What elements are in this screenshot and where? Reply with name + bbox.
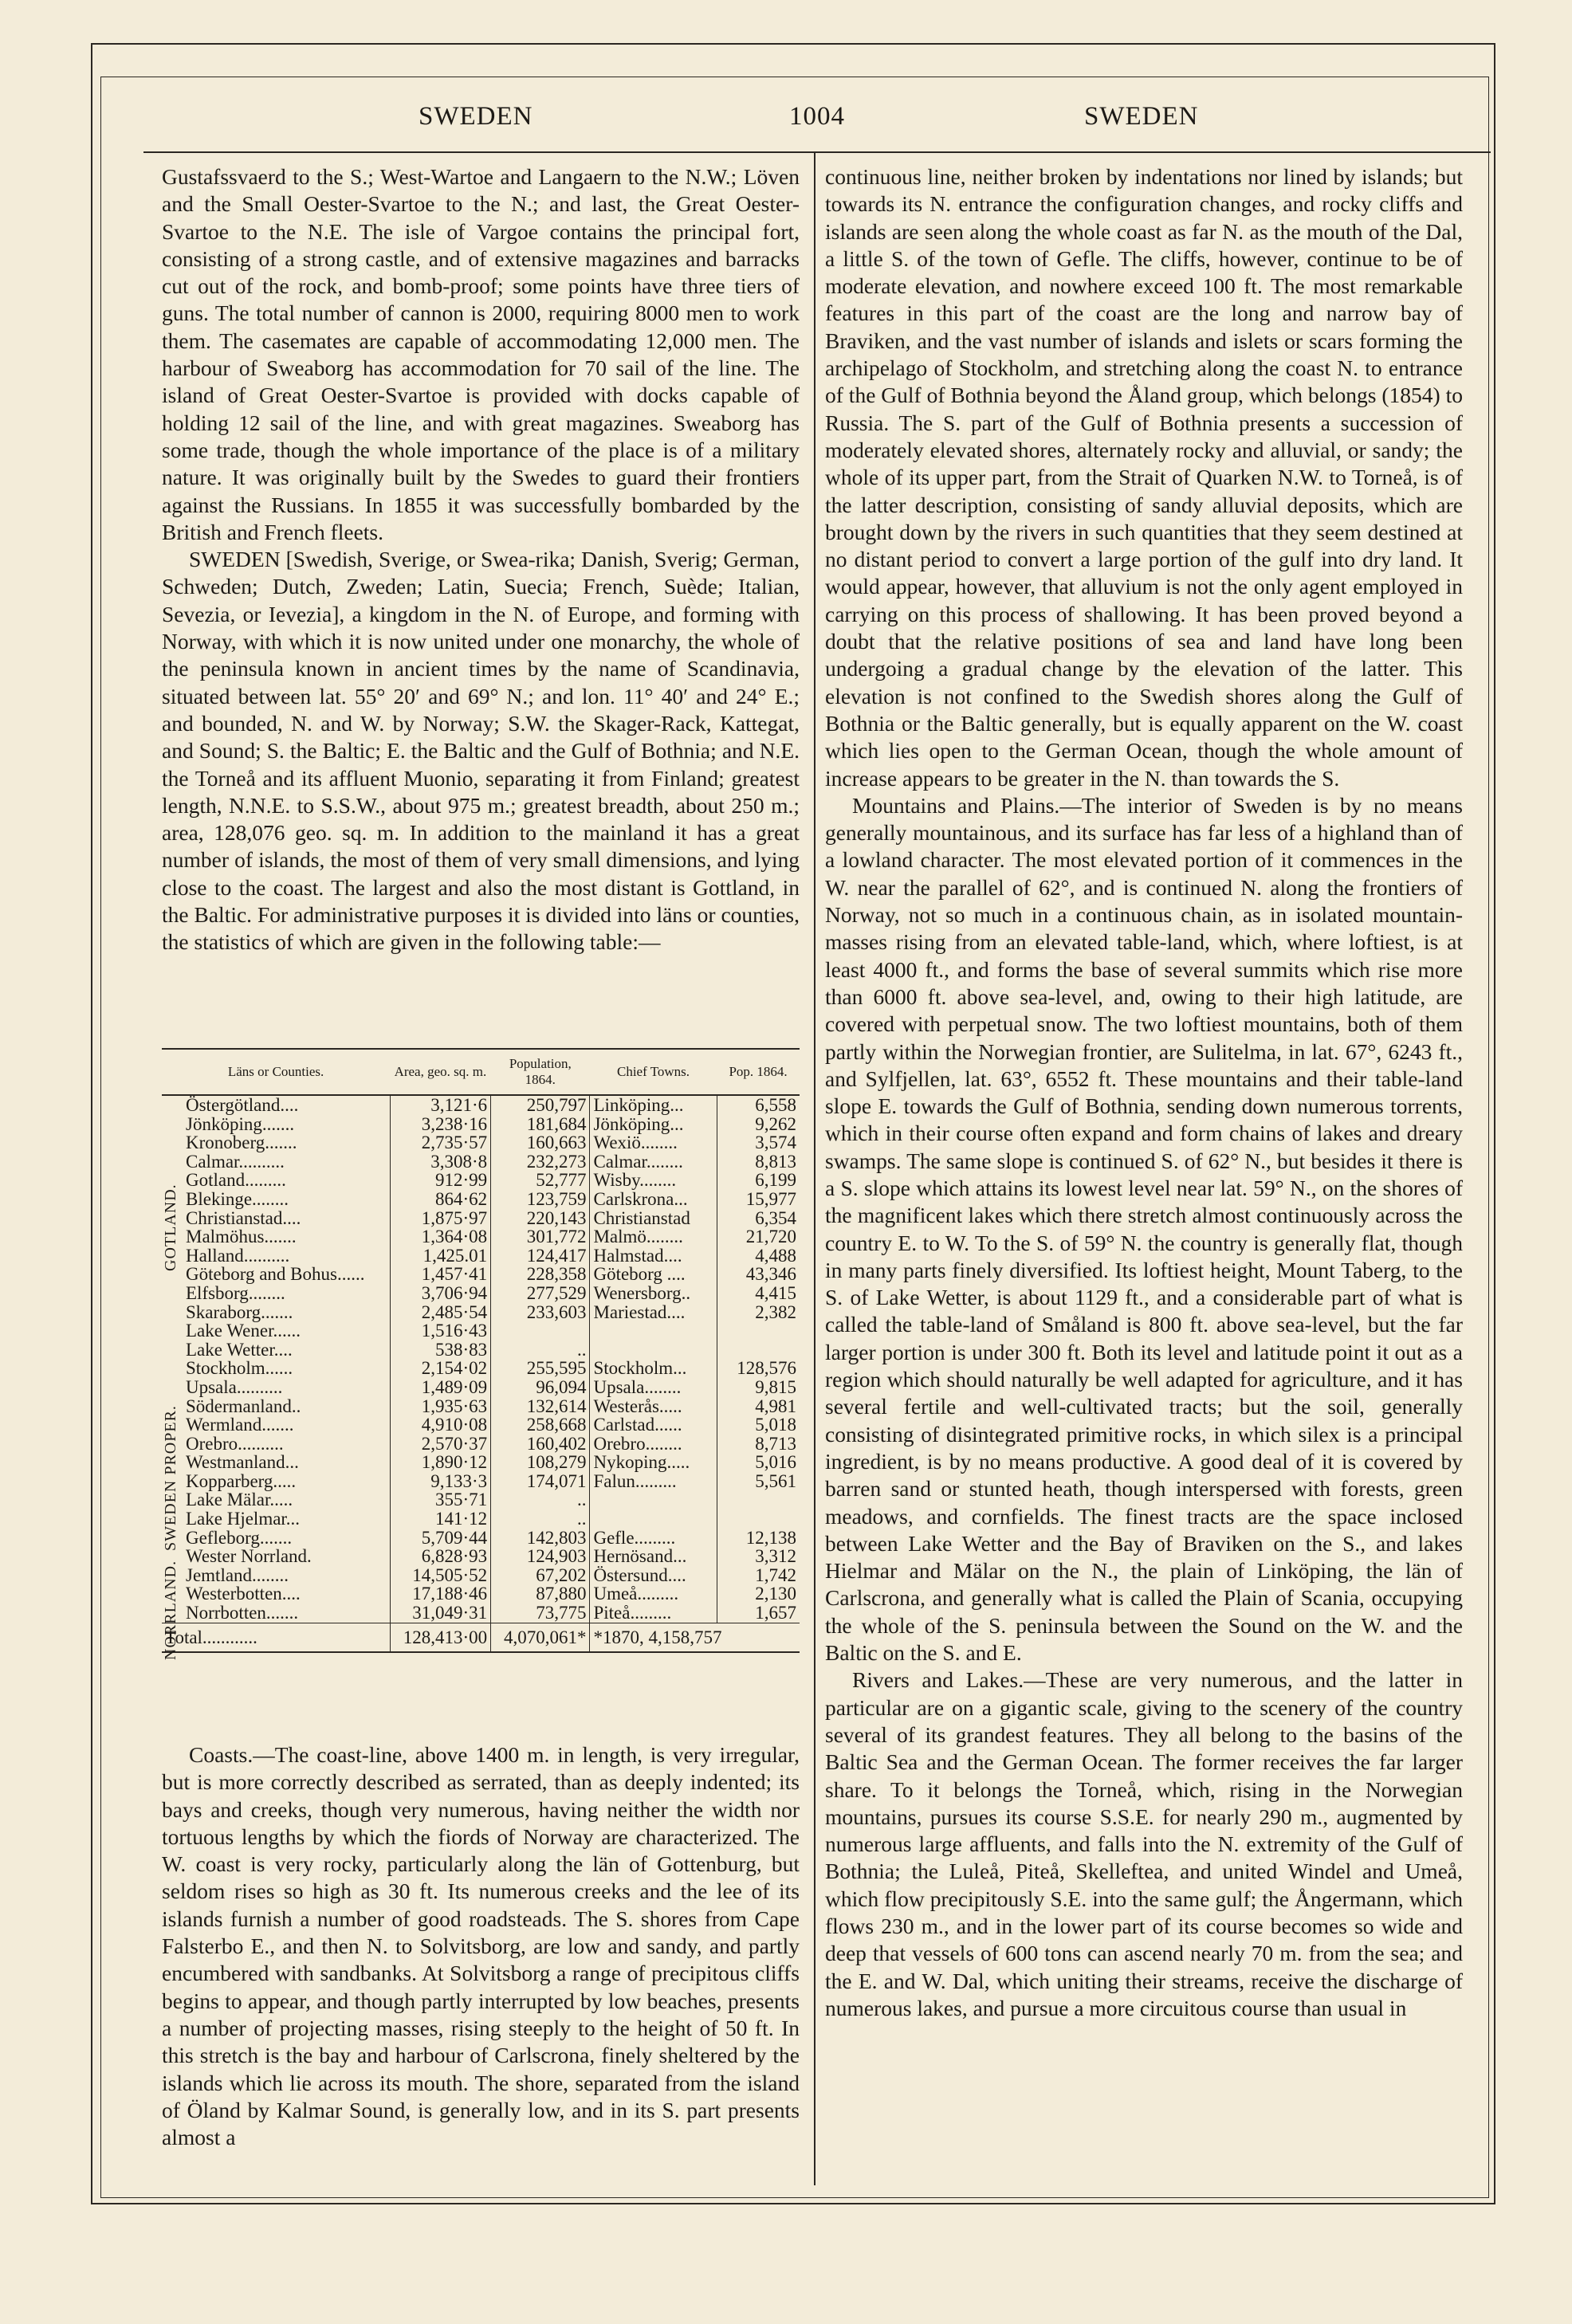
area-cell: 1,364·08 bbox=[390, 1227, 490, 1246]
header-county: Läns or Counties. bbox=[162, 1049, 390, 1095]
area-cell: 1,890·12 bbox=[390, 1453, 490, 1472]
header-population: Population, 1864. bbox=[491, 1049, 590, 1095]
town-cell: Piteå......... bbox=[590, 1604, 717, 1623]
county-cell: Gotland......... bbox=[186, 1170, 286, 1191]
population-cell: 228,358 bbox=[491, 1265, 590, 1284]
county-cell: Skaraborg....... bbox=[186, 1301, 293, 1322]
pop-cell bbox=[717, 1321, 800, 1341]
pop-cell: 128,576 bbox=[717, 1359, 800, 1378]
counties-table bbox=[162, 1048, 800, 1660]
pop-cell: 6,558 bbox=[717, 1095, 800, 1115]
population-cell: .. bbox=[491, 1509, 590, 1529]
area-cell: 3,308·8 bbox=[390, 1152, 490, 1172]
town-cell: Nykoping..... bbox=[590, 1453, 717, 1472]
table-row bbox=[162, 1115, 800, 1134]
area-cell: 4,910·08 bbox=[390, 1415, 490, 1435]
table-row bbox=[162, 1472, 800, 1491]
town-cell bbox=[590, 1509, 717, 1529]
town-cell: Stockholm... bbox=[590, 1359, 717, 1378]
table-row bbox=[162, 1490, 800, 1509]
paragraph-sweaborg: Gustafssvaerd to the S.; West-Wartoe and Langaern to the N.W.; Löven and the Small Oester-Svartoe to the N.; and last, the Great Oester-Svartoe to the N.E. The isle of Vargoe contains the principal fort, consisting of a strong castle, and of extensive magazines and barracks cut out of the rock, and bomb-proof; some points have three tiers of guns. The total number of cannon is 2000, requiring 8000 men to work them. The casemates are capable of accommodating 12,000 men. The harbour of Sweaborg has accommodation for 70 sail of the line. The island of Great Oester-Svartoe is provided with docks capable of holding 12 sail of the line, and with great magazines. Sweaborg has some trade, though the whole importance of the place is of a military nature. It was originally built by the Swedes to guard their frontiers against the Russians. In 1855 it was successfully bombarded by the British and French fleets. bbox=[162, 164, 800, 544]
county-cell: Södermanland.. bbox=[186, 1396, 301, 1416]
town-cell: Carlskrona... bbox=[590, 1190, 717, 1209]
town-cell: Wexiö........ bbox=[590, 1133, 717, 1152]
pop-cell: 12,138 bbox=[717, 1529, 800, 1548]
county-cell: Lake Wetter.... bbox=[186, 1339, 293, 1360]
town-cell: Halmstad.... bbox=[590, 1246, 717, 1266]
population-cell: 96,094 bbox=[491, 1378, 590, 1397]
county-cell: Wester Norrland. bbox=[186, 1546, 312, 1567]
town-cell: Wenersborg.. bbox=[590, 1284, 717, 1303]
header-left-title: SWEDEN bbox=[419, 102, 533, 131]
county-cell: Blekinge........ bbox=[186, 1188, 289, 1209]
area-cell: 6,828·93 bbox=[390, 1547, 490, 1566]
population-cell: 220,143 bbox=[491, 1209, 590, 1228]
population-cell: 124,903 bbox=[491, 1547, 590, 1566]
area-cell: 538·83 bbox=[390, 1341, 490, 1360]
header-pop: Pop. 1864. bbox=[717, 1049, 800, 1095]
area-cell: 1,516·43 bbox=[390, 1321, 490, 1341]
area-cell: 2,154·02 bbox=[390, 1359, 490, 1378]
population-cell: 250,797 bbox=[491, 1095, 590, 1115]
table-row bbox=[162, 1378, 800, 1397]
pop-cell bbox=[717, 1490, 800, 1509]
county-cell: Westerbotten.... bbox=[186, 1584, 301, 1604]
pop-cell: 6,199 bbox=[717, 1171, 800, 1190]
town-cell: Hernösand... bbox=[590, 1547, 717, 1566]
table-row bbox=[162, 1265, 800, 1284]
area-cell: 1,457·41 bbox=[390, 1265, 490, 1284]
pop-cell: 4,488 bbox=[717, 1246, 800, 1266]
town-cell bbox=[590, 1490, 717, 1509]
population-cell: 181,684 bbox=[491, 1115, 590, 1134]
county-cell: Lake Wener...... bbox=[186, 1321, 301, 1341]
pop-cell bbox=[717, 1341, 800, 1360]
right-column bbox=[825, 163, 1463, 2022]
group-label-gotland: GOTLAND. bbox=[162, 1184, 179, 1271]
area-cell: 141·12 bbox=[390, 1509, 490, 1529]
pop-cell: 3,574 bbox=[717, 1133, 800, 1152]
paragraph-sweden-intro: SWEDEN [Swedish, Sverige, or Swea-rika; Danish, Sverig; German, Schweden; Dutch, Zweden; Latin, Suecia; French, Suède; Italian, Sevezia, or Ievezia], a kingdom in the N. of Europe, and forming with Norway, with which it is now united under one monarchy, the whole of the peninsula known in ancient times by the name of Scandinavia, situated between lat. 55° 20′ and 69° N.; and lon. 11° 40′ and 24° E.; and bounded, N. and W. by Norway; S.W. the Skager-Rack, Kattegat, and Sound; S. the Baltic; E. the Baltic and the Gulf of Bothnia; and N.E. the Torneå and its affluent Muonio, separating it from Finland; greatest length, N.N.E. to S.S.W., about 975 m.; greatest breadth, about 250 m.; area, 128,076 geo. sq. m. In addition to the mainland it has a great number of islands, the most of them of very small dimensions, and lying close to the coast. The largest and also the most distant is Gottland, in the Baltic. For administrative purposes it is divided into läns or counties, the statistics of which are given in the following table:— bbox=[162, 547, 800, 955]
total-note: *1870, 4,158,757 bbox=[590, 1623, 800, 1652]
county-cell: Lake Mälar..... bbox=[186, 1490, 293, 1510]
header-towns: Chief Towns. bbox=[590, 1049, 717, 1095]
table-row bbox=[162, 1529, 800, 1548]
paragraph-coast-continued: continuous line, neither broken by indentations nor lined by islands; but towards its N. entrance the configuration changes, and rocky cliffs and islands are seen along the whole coast as far N. as the mouth of the Dal, a little S. of the town of Gefle. The cliffs, however, continue to be of moderate elevation, and nowhere exceed 100 ft. The most remarkable features in this part of the coast are the long and narrow bay of Braviken, and the vast number of islands and islets or scars forming the archipelago of Stockholm, and stretching along the coast N. to entrance of the Gulf of Bothnia beyond the Åland group, which belongs (1854) to Russia. The S. part of the Gulf of Bothnia presents a succession of moderately elevated shores, alternately rocky and alluvial, or sandy; the whole of its upper part, from the Strait of Quarken N.W. to Torneå, is of the latter description, consisting of sandy alluvial deposits, which are brought down by the rivers in such quantities that they seem destined at no distant period to convert a large portion of the gulf into dry land. It would appear, however, that alluvium is not the only agent employed in carrying on this process of shallowing. It has been proved beyond a doubt that the relative positions of sea and land have long been undergoing a gradual change by the elevation of the latter. This elevation is not confined to the Swedish shores along the Gulf of Bothnia or the Baltic generally, but is equally apparent on the W. coast which lies open to the German Ocean, though the whole amount of increase appears to be greater in the N. than towards the S. bbox=[825, 164, 1463, 791]
county-cell: Wermland....... bbox=[186, 1415, 294, 1435]
paragraph-rivers: Rivers and Lakes.—These are very numerous, and the latter in particular are on a gigantic scale, giving to the scenery of the country several of its grandest features. They all belong to the basins of the Baltic Sea and the German Ocean. The former receives the far larger share. To it belongs the Torneå, which, rising in the Norwegian mountains, pursues its course S.S.E. for nearly 290 m., augmented by numerous large affluents, and falls into the N. extremity of the Gulf of Bothnia; the Luleå, Piteå, Skelleftea, and united Windel and Umeå, which flow precipitously S.E. into the same gulf; the Ångermann, which flows 230 m., and in the lower part of its course becomes so wide and deep that vessels of 600 tons can ascend nearly 70 m. from the sea; and the E. and W. Dal, which uniting their streams, receive the discharge of numerous lakes, and pursue a more circuitous course than usual in bbox=[825, 1667, 1463, 2020]
table-row bbox=[162, 1246, 800, 1266]
table-row bbox=[162, 1415, 800, 1435]
paragraph-coasts: Coasts.—The coast-line, above 1400 m. in length, is very irregular, but is more correctly described as serrated, than as deeply indented; its bays and creeks, though very numerous, having neither the width nor tortuous lengths by which the fiords of Norway are characterized. The W. coast is very rocky, particularly along the län of Gottenburg, but seldom rises so high as 30 ft. Its numerous creeks and the lee of its islands furnish a number of good roadsteads. The S. shores from Cape Falsterbo E., and then N. to Solvitsborg, are low and sandy, and partly encumbered with sandbanks. At Solvitsborg a range of precipitous cliffs begins to appear, and though partly interrupted by low beaches, presents a number of projecting masses, rising steeply to the height of 50 ft. In this stretch is the bay and harbour of Carlscrona, finely sheltered by the islands which lie across its mouth. The shore, separated from the island of Öland by Kalmar Sound, is generally low, and in its S. part presents almost a bbox=[162, 1742, 800, 2150]
town-cell: Mariestad.... bbox=[590, 1303, 717, 1322]
table-row bbox=[162, 1584, 800, 1604]
pop-cell: 4,981 bbox=[717, 1397, 800, 1416]
town-cell: Calmar........ bbox=[590, 1152, 717, 1172]
table-row bbox=[162, 1190, 800, 1209]
table-row bbox=[162, 1171, 800, 1190]
population-cell bbox=[491, 1321, 590, 1341]
table-body bbox=[162, 1095, 800, 1623]
town-cell: Westerås..... bbox=[590, 1397, 717, 1416]
table-row bbox=[162, 1284, 800, 1303]
pop-cell: 1,657 bbox=[717, 1604, 800, 1623]
pop-cell: 4,415 bbox=[717, 1284, 800, 1303]
county-cell: Lake Hjelmar... bbox=[186, 1509, 301, 1529]
population-cell: 233,603 bbox=[491, 1303, 590, 1322]
table-row bbox=[162, 1133, 800, 1152]
population-cell: 142,803 bbox=[491, 1529, 590, 1548]
town-cell: Falun......... bbox=[590, 1472, 717, 1491]
pop-cell: 15,977 bbox=[717, 1190, 800, 1209]
town-cell: Orebro........ bbox=[590, 1435, 717, 1454]
column-divider bbox=[814, 153, 815, 2185]
total-label: Total............ bbox=[162, 1623, 390, 1652]
county-cell: Westmanland... bbox=[186, 1452, 299, 1473]
area-cell: 1,425.01 bbox=[390, 1246, 490, 1266]
county-cell: Jemtland........ bbox=[186, 1564, 289, 1585]
town-cell: Malmö........ bbox=[590, 1227, 717, 1246]
area-cell: 2,485·54 bbox=[390, 1303, 490, 1322]
population-cell: 123,759 bbox=[491, 1190, 590, 1209]
population-cell: .. bbox=[491, 1490, 590, 1509]
county-cell: Östergötland.... bbox=[186, 1095, 299, 1115]
county-cell: Malmöhus....... bbox=[186, 1227, 297, 1247]
area-cell: 1,875·97 bbox=[390, 1209, 490, 1228]
population-cell: 174,071 bbox=[491, 1472, 590, 1491]
area-cell: 17,188·46 bbox=[390, 1584, 490, 1604]
county-cell: Christianstad.... bbox=[186, 1207, 301, 1228]
area-cell: 864·62 bbox=[390, 1190, 490, 1209]
area-cell: 355·71 bbox=[390, 1490, 490, 1509]
table-row bbox=[162, 1341, 800, 1360]
population-cell: 160,663 bbox=[491, 1133, 590, 1152]
county-cell: Gefleborg....... bbox=[186, 1527, 293, 1548]
pop-cell: 5,018 bbox=[717, 1415, 800, 1435]
county-cell: Halland.......... bbox=[186, 1245, 290, 1266]
pop-cell: 8,713 bbox=[717, 1435, 800, 1454]
left-column bbox=[162, 163, 800, 956]
table-row bbox=[162, 1547, 800, 1566]
county-cell: Orebro.......... bbox=[186, 1433, 284, 1454]
town-cell: Umeå......... bbox=[590, 1584, 717, 1604]
area-cell: 3,238·16 bbox=[390, 1115, 490, 1134]
area-cell: 1,935·63 bbox=[390, 1397, 490, 1416]
header-rule bbox=[143, 151, 1491, 153]
header-right-title: SWEDEN bbox=[1084, 102, 1199, 131]
table-row bbox=[162, 1397, 800, 1416]
county-cell: Kopparberg..... bbox=[186, 1470, 297, 1491]
table-row bbox=[162, 1435, 800, 1454]
table-row bbox=[162, 1152, 800, 1172]
left-column-bottom bbox=[162, 1741, 800, 2151]
town-cell: Östersund.... bbox=[590, 1566, 717, 1585]
town-cell: Linköping... bbox=[590, 1095, 717, 1115]
table-total-row bbox=[162, 1623, 800, 1652]
area-cell: 2,570·37 bbox=[390, 1435, 490, 1454]
table-row bbox=[162, 1453, 800, 1472]
population-cell: 277,529 bbox=[491, 1284, 590, 1303]
population-cell: 301,772 bbox=[491, 1227, 590, 1246]
county-cell: Elfsborg........ bbox=[186, 1282, 285, 1303]
population-cell: 67,202 bbox=[491, 1566, 590, 1585]
pop-cell: 5,016 bbox=[717, 1453, 800, 1472]
paragraph-mountains: Mountains and Plains.—The interior of Sweden is by no means generally mountainous, and its surface has far less of a highland than of a lowland character. The most elevated portion of it commences in the W. near the parallel of 62°, and is continued N. along the frontiers of Norway, not so much in a continuous chain, as in isolated mountain-masses rising from an elevated table-land, which, where loftiest, is at least 4000 ft., and forms the base of several summits which rise more than 6000 ft. above sea-level, and, owing to their high latitude, are covered with perpetual snow. The two loftiest mountains, both of them partly within the Norwegian frontier, are Sulitelma, in lat. 67°, 6243 ft., and Sylfjellen, lat. 63°, 6552 ft. These mountains and their table-land slope E. towards the Gulf of Bothnia, sending down numerous torrents, which in their course often expand and form chains of lakes and dreary swamps. The same slope is continued S. of 62° N., but besides it there is a S. slope which attains its lowest level near lat. 59° N., on the shores of the magnificent lakes which there stretch almost continuously across the country E. to W. To the S. of 59° N. the country is generally flat, though in many parts finely diversified. Its loftiest height, Mount Taberg, to the S. of Lake Wetter, is about 1129 ft., and a considerable part of what is called the table-land of Småland is 800 ft. above sea-level, but the far larger portion is under 300 ft. Both its level and latitude point it out as a region which should naturally be well adapted for agriculture, and it has several fertile and well-cultivated tracts; but the soil, generally consisting of disintegrated primitive rocks, in which silex is a principal ingredient, is by no means productive. A good deal of it is covered by barren sand or stunted heath, though interspersed with forests, green meadows, and cornfields. The finest tracts are the space inclosed between Lake Wetter and the Bay of Braviken on the S., and lakes Hielmar and Mälar on the N., the plain of Linköping, the län of Carlscrona, and generally what is called the Plain of Scania, occupying the whole of the S. peninsula between the Sound on the W. and the Baltic on the S. and E. bbox=[825, 792, 1463, 1666]
town-cell bbox=[590, 1341, 717, 1360]
running-header bbox=[143, 102, 1444, 150]
county-cell: Stockholm...... bbox=[186, 1358, 293, 1379]
population-cell: 232,273 bbox=[491, 1152, 590, 1172]
table-row bbox=[162, 1227, 800, 1246]
table-row bbox=[162, 1321, 800, 1341]
town-cell: Gefle......... bbox=[590, 1529, 717, 1548]
table-header-row bbox=[162, 1049, 800, 1095]
pop-cell: 2,130 bbox=[717, 1584, 800, 1604]
table-row bbox=[162, 1209, 800, 1228]
pop-cell: 5,561 bbox=[717, 1472, 800, 1491]
pop-cell: 6,354 bbox=[717, 1209, 800, 1228]
town-cell: Christianstad bbox=[590, 1209, 717, 1228]
pop-cell: 43,346 bbox=[717, 1265, 800, 1284]
table-row bbox=[162, 1095, 800, 1115]
pop-cell: 9,262 bbox=[717, 1115, 800, 1134]
area-cell: 31,049·31 bbox=[390, 1604, 490, 1623]
county-cell: Calmar.......... bbox=[186, 1151, 285, 1172]
pop-cell: 8,813 bbox=[717, 1152, 800, 1172]
population-cell: 73,775 bbox=[491, 1604, 590, 1623]
town-cell: Carlstad...... bbox=[590, 1415, 717, 1435]
population-cell: 87,880 bbox=[491, 1584, 590, 1604]
area-cell: 3,121·6 bbox=[390, 1095, 490, 1115]
county-cell: Kronoberg....... bbox=[186, 1133, 297, 1153]
pop-cell: 1,742 bbox=[717, 1566, 800, 1585]
table-row bbox=[162, 1303, 800, 1322]
table-row bbox=[162, 1566, 800, 1585]
header-area: Area, geo. sq. m. bbox=[390, 1049, 490, 1095]
population-cell: 132,614 bbox=[491, 1397, 590, 1416]
pop-cell bbox=[717, 1509, 800, 1529]
town-cell: Upsala........ bbox=[590, 1378, 717, 1397]
group-label-norrland: NORRLAND. bbox=[162, 1560, 179, 1660]
area-cell: 912·99 bbox=[390, 1171, 490, 1190]
total-area: 128,413·00 bbox=[390, 1623, 490, 1652]
page-number: 1004 bbox=[789, 102, 845, 131]
county-cell: Upsala.......... bbox=[186, 1376, 283, 1397]
area-cell: 9,133·3 bbox=[390, 1472, 490, 1491]
area-cell: 5,709·44 bbox=[390, 1529, 490, 1548]
town-cell: Jönköping... bbox=[590, 1115, 717, 1134]
pop-cell: 2,382 bbox=[717, 1303, 800, 1322]
county-cell: Norrbotten....... bbox=[186, 1603, 299, 1623]
population-cell: 108,279 bbox=[491, 1453, 590, 1472]
area-cell: 1,489·09 bbox=[390, 1378, 490, 1397]
population-cell: 52,777 bbox=[491, 1171, 590, 1190]
pop-cell: 3,312 bbox=[717, 1547, 800, 1566]
town-cell bbox=[590, 1321, 717, 1341]
total-population: 4,070,061* bbox=[491, 1623, 590, 1652]
pop-cell: 9,815 bbox=[717, 1378, 800, 1397]
area-cell: 3,706·94 bbox=[390, 1284, 490, 1303]
population-cell: 255,595 bbox=[491, 1359, 590, 1378]
population-cell: .. bbox=[491, 1341, 590, 1360]
town-cell: Wisby........ bbox=[590, 1171, 717, 1190]
town-cell: Göteborg .... bbox=[590, 1265, 717, 1284]
area-cell: 2,735·57 bbox=[390, 1133, 490, 1152]
population-cell: 160,402 bbox=[491, 1435, 590, 1454]
county-cell: Jönköping....... bbox=[186, 1113, 295, 1134]
population-cell: 258,668 bbox=[491, 1415, 590, 1435]
table-row bbox=[162, 1359, 800, 1378]
pop-cell: 21,720 bbox=[717, 1227, 800, 1246]
population-cell: 124,417 bbox=[491, 1246, 590, 1266]
group-label-sweden-proper: SWEDEN PROPER. bbox=[162, 1405, 179, 1552]
table-row bbox=[162, 1604, 800, 1623]
county-cell: Göteborg and Bohus...... bbox=[186, 1264, 365, 1285]
area-cell: 14,505·52 bbox=[390, 1566, 490, 1585]
table-row bbox=[162, 1509, 800, 1529]
